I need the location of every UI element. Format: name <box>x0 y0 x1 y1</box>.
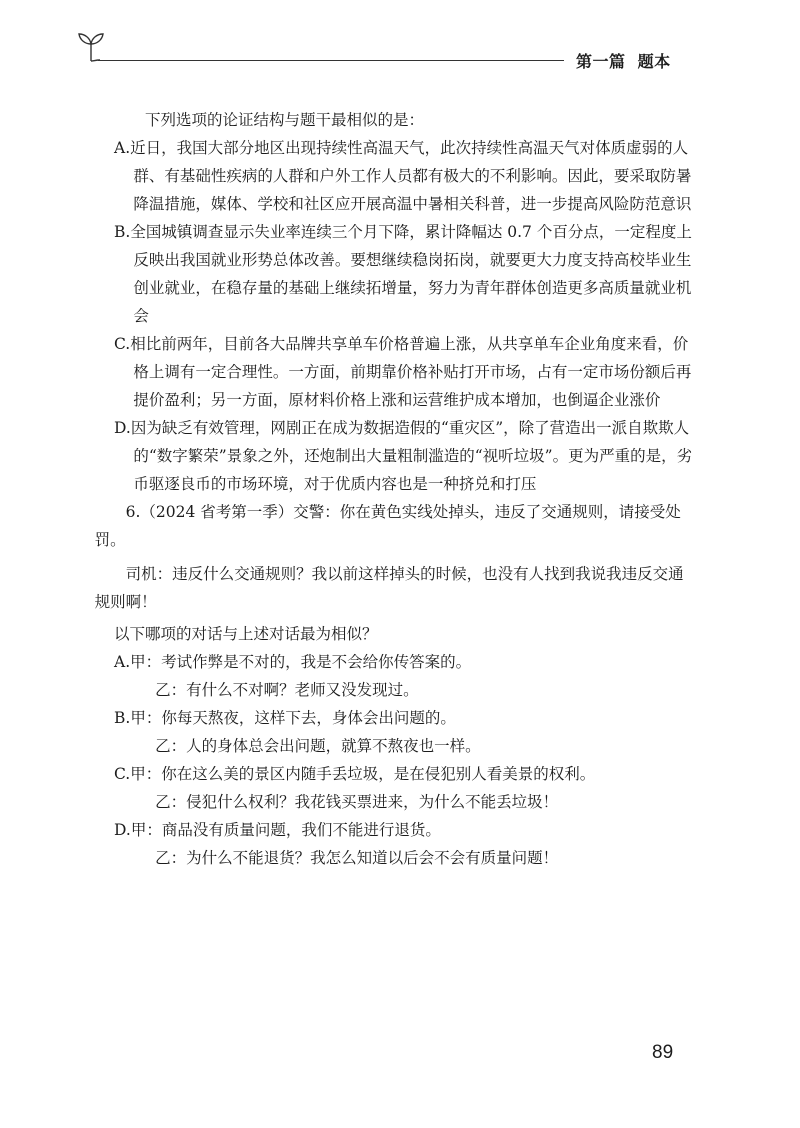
question-6-intro: 6.（2024 省考第一季）交警：你在黄色实线处掉头，违反了交通规则，请接受处罚。 <box>94 503 681 549</box>
option-label: C. <box>114 765 131 783</box>
question-6-option-c-reply: 乙：侵犯什么权利？我花钱买票进来，为什么不能丢垃圾！ <box>155 793 559 811</box>
option-label: A. <box>114 653 131 671</box>
dialogue-a: 甲：你每天熬夜，这样下去，身体会出问题的。 <box>130 709 456 727</box>
page-header <box>0 0 800 80</box>
question-6-option-b-reply: 乙：人的身体总会出问题，就算不熬夜也一样。 <box>155 737 481 755</box>
option-label: D. <box>114 821 131 839</box>
question-6-option-c <box>114 760 694 788</box>
question-5-option-a <box>114 134 694 218</box>
question-6-option-b <box>114 704 694 732</box>
question-6-driver: 司机：违反什么交通规则？我以前这样掉头的时候，也没有人找到我说我违反交通规则啊！ <box>94 565 684 611</box>
option-label: B. <box>114 709 131 727</box>
option-text: 因为缺乏有效管理，网剧正在成为数据造假的“重灾区”，除了营造出一派自欺欺人的“数字繁荣”景象之外，还炮制出大量粗制滥造的“视听垃圾”。更为严重的是，劣币驱逐良币的市场环境，对于优质内容也是一种挤兑和打压 <box>130 419 693 493</box>
section-title: 第一篇 题本 <box>576 52 671 71</box>
option-label: C. <box>114 335 131 353</box>
option-text: 全国城镇调查显示失业率连续三个月下降，累计降幅达 0.7 个百分点，一定程度上反映出我国就业形势总体改善。要想继续稳岗拓岗，就要更大力度支持高校毕业生创业就业，在稳存量的基础上继续拓增量，努力为青年群体创造更多高质量就业机会 <box>130 223 692 325</box>
option-text: 相比前两年，目前各大品牌共享单车价格普遍上涨，从共享单车企业角度来看，价格上调有一定合理性。一方面，前期靠价格补贴打开市场，占有一定市场份额后再提价盈利；另一方面，原材料价格上涨和运营维护成本增加，也倒逼企业涨价 <box>130 335 692 409</box>
header-rule <box>98 60 564 61</box>
dialogue-a: 甲：商品没有质量问题，我们不能进行退货。 <box>130 821 441 839</box>
question-6-option-d <box>114 816 694 844</box>
option-label: D. <box>114 419 131 437</box>
question-6-option-a <box>114 648 694 676</box>
dialogue-a: 甲：你在这么美的景区内随手丢垃圾，是在侵犯别人看美景的权利。 <box>130 765 596 783</box>
page-number: 89 <box>652 1042 674 1063</box>
question-6-prompt: 以下哪项的对话与上述对话最为相似？ <box>114 625 378 643</box>
question-5-option-b <box>114 218 694 330</box>
option-label: B. <box>114 223 131 241</box>
question-6-option-a-reply: 乙：有什么不对啊？老师又没发现过。 <box>155 681 419 699</box>
dialogue-a: 甲：考试作弊是不对的，我是不会给你传答案的。 <box>130 653 472 671</box>
sprout-icon <box>76 30 106 62</box>
option-text: 近日，我国大部分地区出现持续性高温天气，此次持续性高温天气对体质虚弱的人群、有基础性疾病的人群和户外工作人员都有极大的不利影响。因此，要采取防暑降温措施，媒体、学校和社区应开展高温中暑相关科普，进一步提高风险防范意识 <box>130 139 692 213</box>
question-5-option-c <box>114 330 694 414</box>
option-label: A. <box>114 139 131 157</box>
page-content <box>94 106 694 872</box>
question-6-option-d-reply: 乙：为什么不能退货？我怎么知道以后会不会有质量问题！ <box>155 849 559 867</box>
question-5-stem: 下列选项的论证结构与题干最相似的是： <box>145 111 425 129</box>
question-5-option-d <box>114 414 694 498</box>
